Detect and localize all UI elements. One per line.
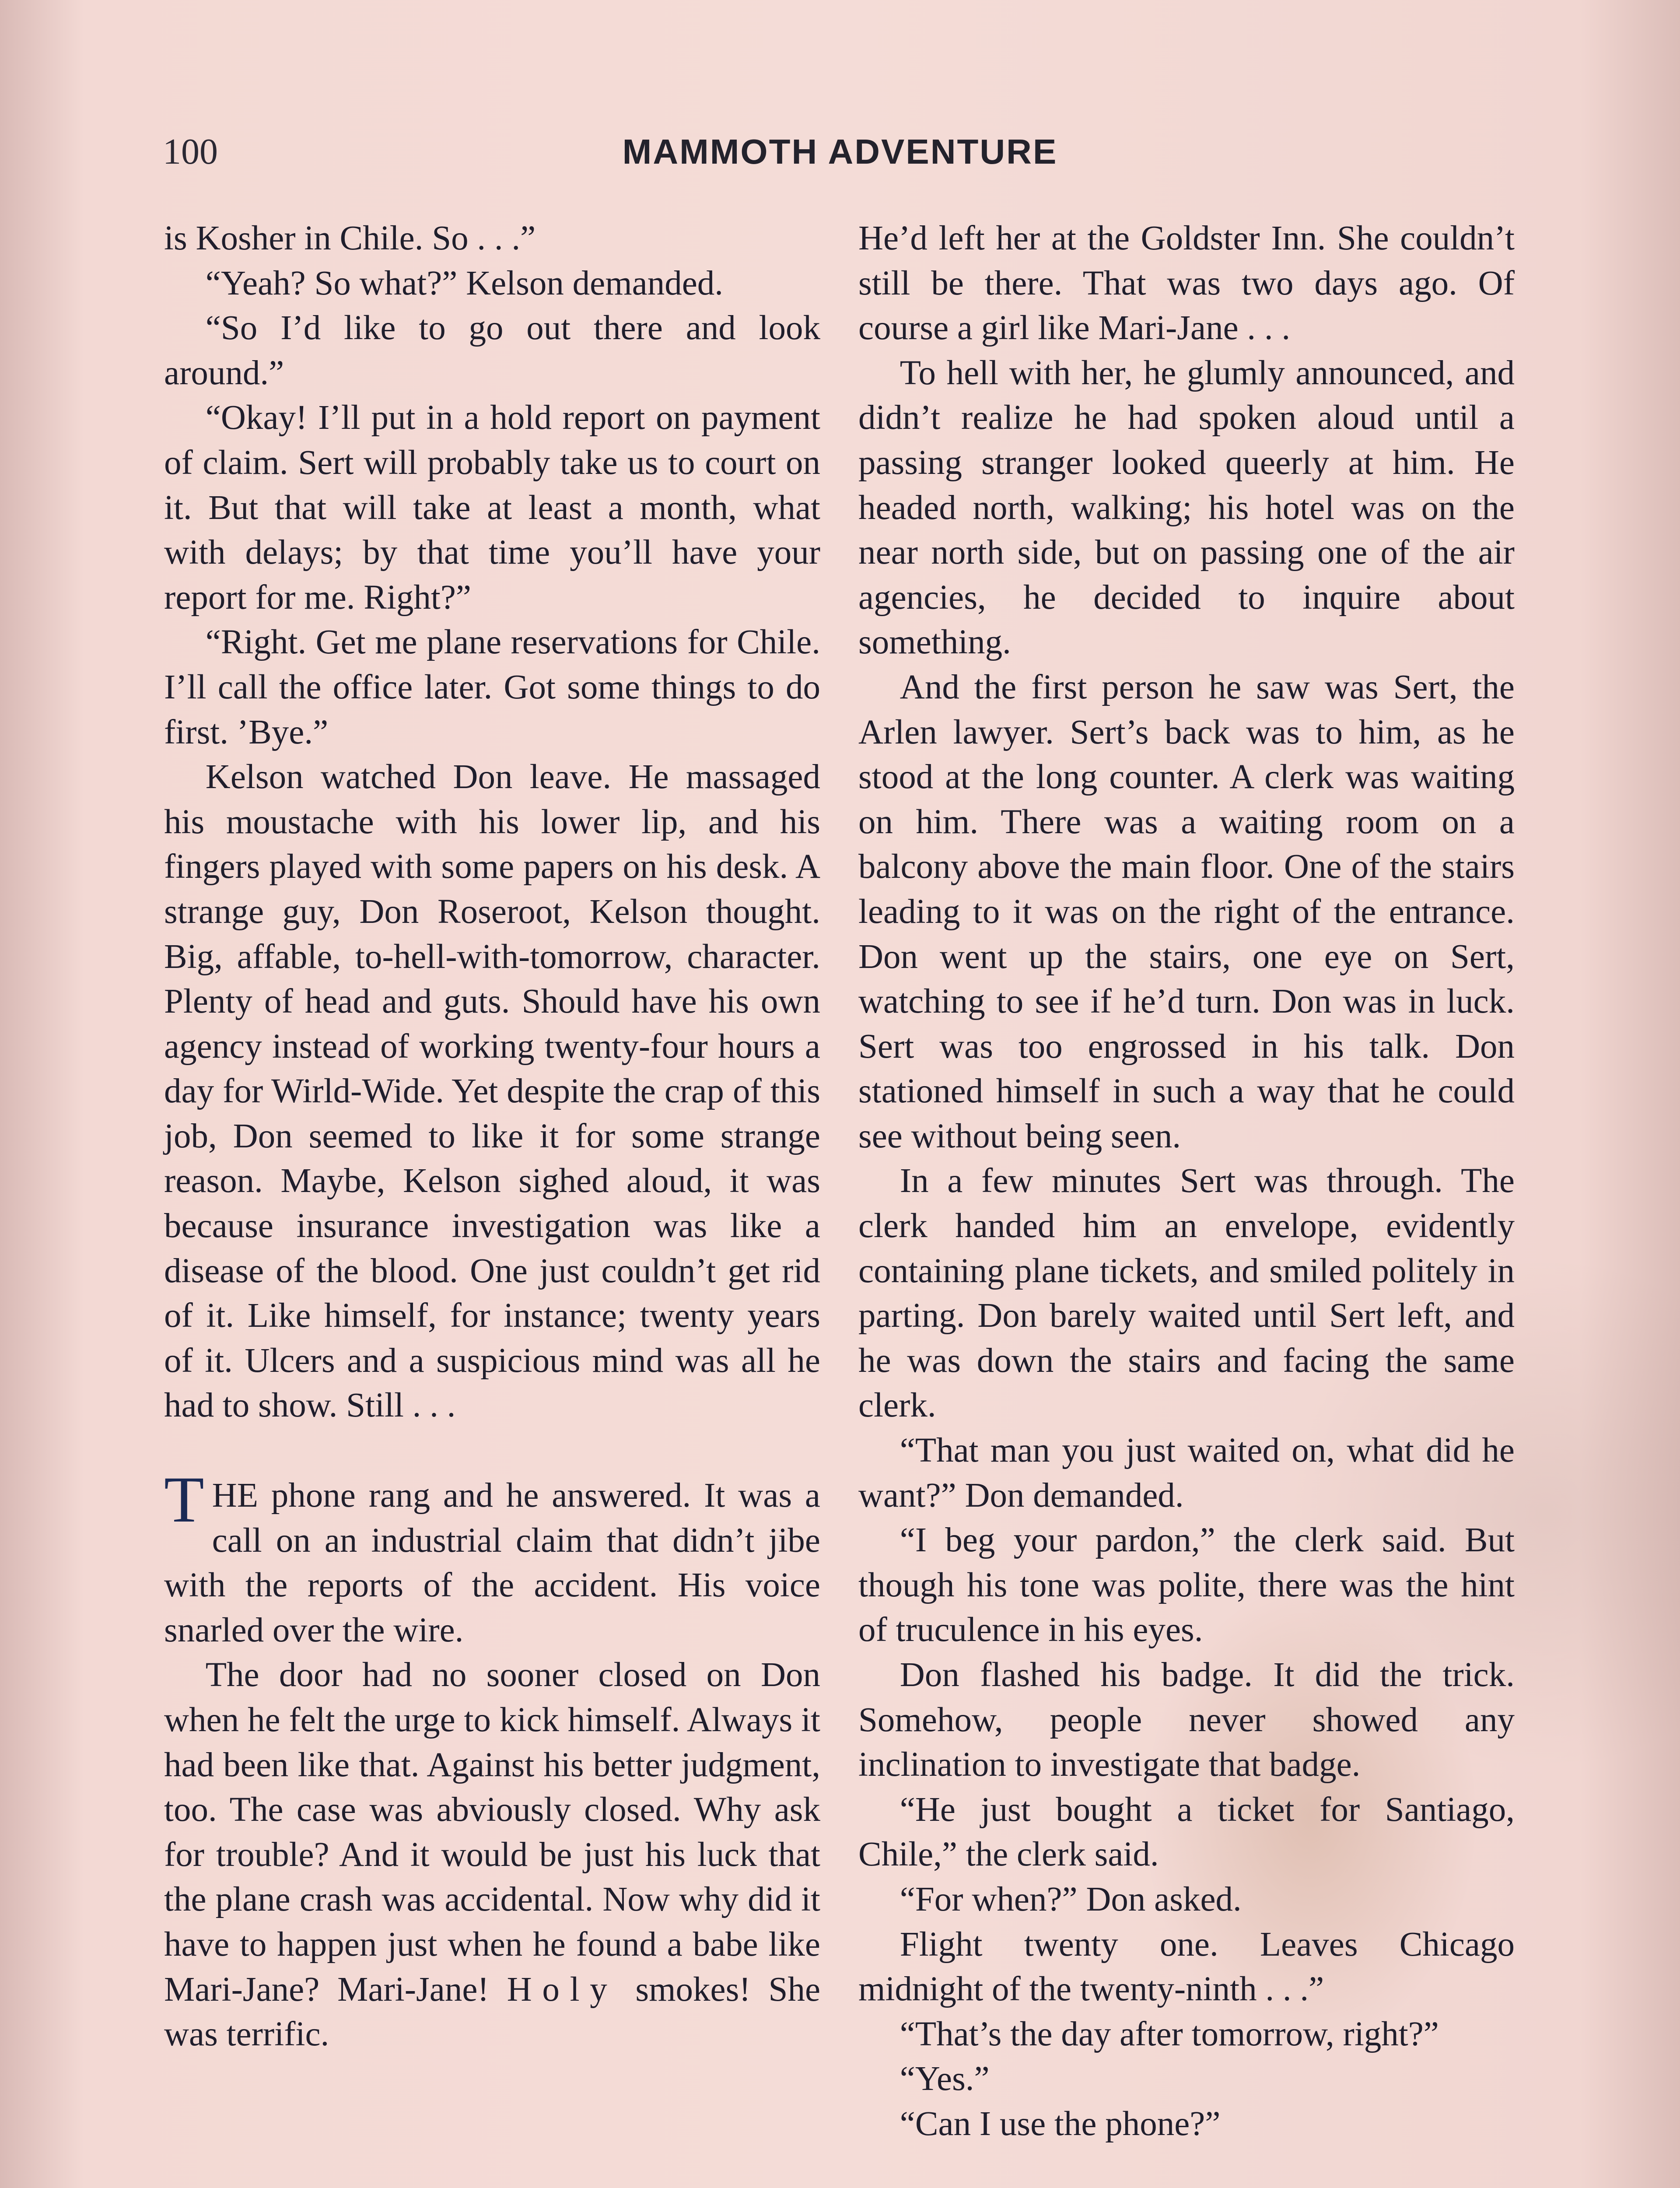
paragraph: “That’s the day after tomorrow, right?”	[900, 2015, 1439, 2053]
paragraph: And the first person he saw was Sert, the Arlen lawyer. Sert’s back was to him, as he stood at the long counter. A clerk was waiting on him. There was a waiting room on a balcony above the main floor. One of the stairs leading to it was on the right of the entrance. Don went up the stairs, one eye on Sert, watching to see if he’d turn. Don was in luck. Sert was too engrossed in his talk. Don stationed himself in such a way that he could see without being seen.	[858, 668, 1515, 1155]
paragraph: Don flashed his badge. It did the trick. Somehow, people never showed any inclination to investigate that badge.	[858, 1656, 1515, 1784]
paragraph: “I beg your pardon,” the clerk said. But though his tone was polite, there was the hint of truculence in his eyes.	[858, 1521, 1515, 1649]
emphasized-word: Holy	[507, 1970, 618, 2009]
drop-cap: T	[164, 1463, 204, 1536]
paragraph: In a few minutes Sert was through. The clerk handed him an envelope, evidently containing plane tickets, and smiled politely in parting. Don barely waited until Sert left, and he was down the stairs and facing the same clerk.	[858, 1162, 1515, 1425]
magazine-title: MAMMOTH ADVENTURE	[622, 132, 1058, 171]
paragraph-text: The door had no sooner closed on Don when he felt the urge to kick himself. Always it had been like that. Against his better judgment, too. The case was abviously closed. Why ask for trouble? And it would be just his luck that the plane crash was accidental. Now why did it have to happen just when he found a babe like Mari-Jane? Mari-Jane!	[164, 1656, 820, 2009]
paragraph: “He just bought a ticket for Santiago, Chile,” the clerk said.	[858, 1790, 1515, 1874]
paragraph-text: HE phone rang and he answered. It was a call on an industrial claim that didn’t jibe with the reports of the accident. His voice snarled over the wire.	[164, 1476, 820, 1649]
paragraph: “Yeah? So what?” Kelson demanded.	[205, 264, 724, 302]
paragraph: “That man you just waited on, what did he want?” Don demanded.	[858, 1431, 1515, 1515]
paragraph-text: smokes! She was terrific.	[164, 1970, 821, 2054]
paragraph: “Can I use the phone?”	[900, 2104, 1221, 2143]
text-column-right	[858, 216, 1515, 2147]
paragraph: “So I’d like to go out there and look around.”	[164, 309, 820, 392]
paragraph: He’d left her at the Goldster Inn. She couldn’t still be there. That was two days ago. Of course a girl like Mari-Jane . . .	[858, 219, 1515, 347]
section-start-paragraph	[164, 1463, 820, 1653]
paragraph	[164, 1653, 820, 2057]
paragraph: Kelson watched Don leave. He massaged his moustache with his lower lip, and his fingers played with some papers on his desk. A strange guy, Don Roseroot, Kelson thought. Big, affable, to-hell-with-tomorrow, character. Plenty of head and guts. Should have his own agency instead of working twenty-four hours a day for Wirld-Wide. Yet despite the crap of this job, Don seemed to like it for some strange reason. Maybe, Kelson sighed aloud, it was because insurance investigation was like a disease of the blood. One just couldn’t get rid of it. Like himself, for instance; twenty years of it. Ulcers and a suspicious mind was all he had to show. Still . . .	[164, 758, 820, 1425]
page-number: 100	[163, 131, 218, 172]
paragraph: “Okay! I’ll put in a hold report on payment of claim. Sert will probably take us to court on it. But that will take at least a month, what with delays; by that time you’ll have your report for me. Right?”	[164, 399, 820, 617]
page-header	[163, 128, 1517, 176]
paragraph: is Kosher in Chile. So . . .”	[164, 219, 536, 257]
paragraph: To hell with her, he glumly announced, and didn’t realize he had spoken aloud until a passing stranger looked queerly at him. He headed north, walking; his hotel was on the near north side, but on passing one of the air agencies, he decided to inquire about something.	[858, 354, 1515, 662]
paragraph: Flight twenty one. Leaves Chicago midnight of the twenty-ninth . . .”	[858, 1925, 1515, 2009]
text-column-left	[164, 216, 820, 2057]
paragraph: “For when?” Don asked.	[900, 1880, 1242, 1918]
paragraph: “Right. Get me plane reservations for Chile. I’ll call the office later. Got some things to do first. ’Bye.”	[164, 623, 820, 751]
paragraph: “Yes.”	[900, 2060, 990, 2098]
